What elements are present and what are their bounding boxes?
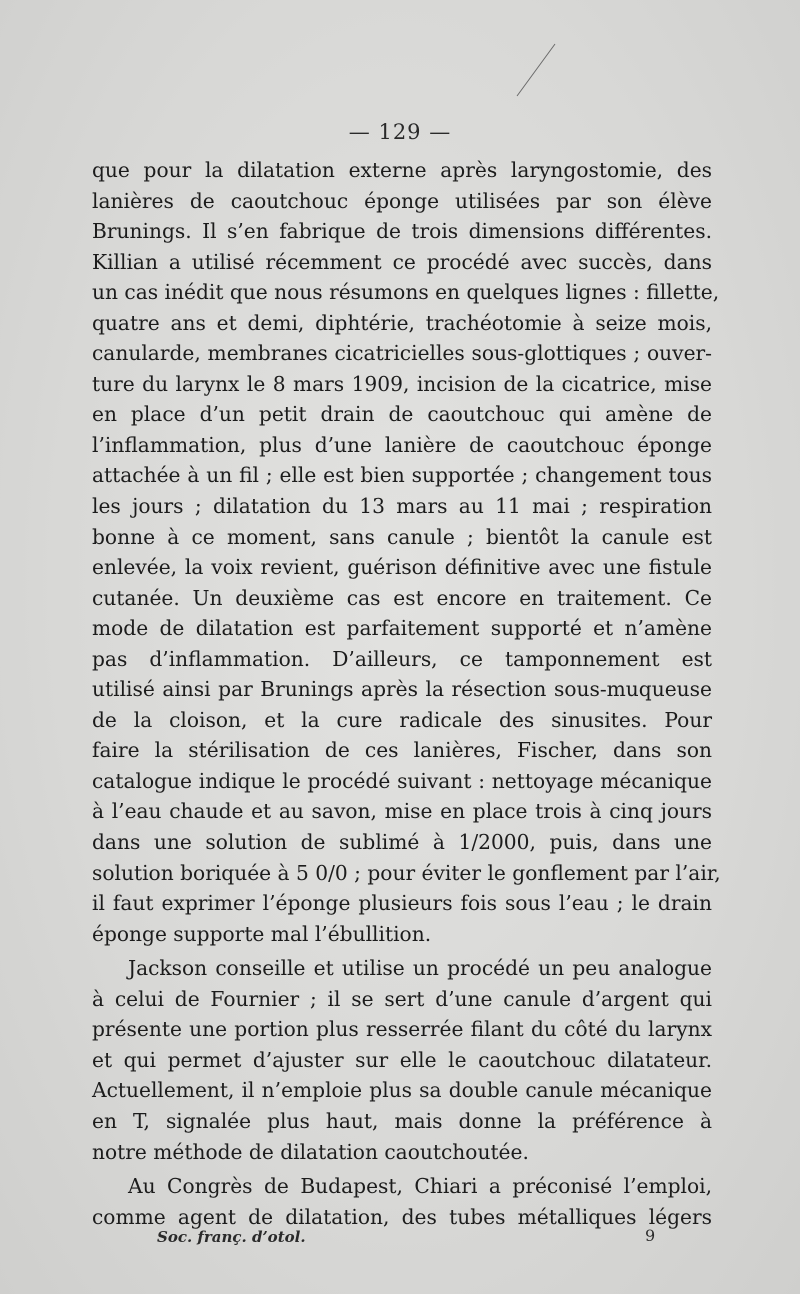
text-line: canularde, membranes cicatricielles sous-glottiques ; ouver- [92,341,712,366]
text-line: et qui permet d’ajuster sur elle le caoutchouc dilatateur. [92,1047,712,1072]
text-line: enlevée, la voix revient, guérison définitive avec une fistule [92,555,712,580]
text-line: à celui de Fournier ; il se sert d’une canule d’argent qui [92,986,712,1011]
text-line: dans une solution de sublimé à 1/2000, puis, dans une [92,830,712,855]
text-line: mode de dilatation est parfaitement supporté et n’amène [92,616,712,641]
text-line: catalogue indique le procédé suivant : nettoyage mécanique [92,768,712,793]
paragraph [92,1171,712,1232]
text-line: faire la stérilisation de ces lanières, Fischer, dans son [92,738,712,763]
text-line: notre méthode de dilatation caoutchoutée. [92,1139,529,1164]
text-line: en T, signalée plus haut, mais donne la préférence à [92,1108,712,1133]
text-line: ture du larynx le 8 mars 1909, incision de la cicatrice, mise [92,371,712,396]
text-line: quatre ans et demi, diphtérie, trachéotomie à seize mois, [92,310,712,335]
text-line: Killian a utilisé récemment ce procédé avec succès, dans [92,249,712,274]
text-line: présente une portion plus resserrée filant du côté du larynx [92,1017,712,1042]
pencil-mark [505,40,565,100]
text-line: éponge supporte mal l’ébullition. [92,921,432,946]
text-line: il faut exprimer l’éponge plusieurs fois sous l’eau ; le drain [92,891,712,916]
text-line: attachée à un fil ; elle est bien supportée ; changement tous [92,463,712,488]
text-line: cutanée. Un deuxième cas est encore en traitement. Ce [92,585,712,610]
paragraph [92,953,712,1171]
text-line: utilisé ainsi par Brunings après la résection sous-muqueuse [92,677,712,702]
text-line: lanières de caoutchouc éponge utilisées par son élève [92,188,712,213]
text-line: Brunings. Il s’en fabrique de trois dimensions différentes. [92,219,712,244]
footer-signature-number: 9 [645,1226,656,1245]
text-line: bonne à ce moment, sans canule ; bientôt la canule est [92,524,712,549]
text-line: pas d’inflammation. D’ailleurs, ce tamponnement est [92,646,712,671]
text-line: l’inflammation, plus d’une lanière de caoutchouc éponge [92,432,712,457]
text-line: que pour la dilatation externe après laryngostomie, des [92,158,712,182]
text-line: à l’eau chaude et au savon, mise en place trois à cinq jours [92,799,712,824]
text-line: un cas inédit que nous résumons en quelques lignes : fillette, [92,280,720,305]
text-line: Jackson conseille et utilise un procédé un peu analogue [128,956,712,981]
body-text [92,155,721,1232]
text-line: Actuellement, il n’emploie plus sa double canule mécanique [92,1078,712,1103]
footer-journal-title: Soc. franç. d’otol. [157,1228,306,1246]
text-line: de la cloison, et la cure radicale des sinusites. Pour [92,707,712,732]
text-line: comme agent de dilatation, des tubes métalliques légers [92,1204,712,1229]
text-line: solution boriquée à 5 0/0 ; pour éviter le gonflement par l’air, [92,860,721,885]
page-number: — 129 — [348,120,452,144]
text-line: en place d’un petit drain de caoutchouc qui amène de [92,402,712,427]
paragraph [92,155,721,953]
text-line: Au Congrès de Budapest, Chiari a préconisé l’emploi, [128,1174,712,1199]
text-line: les jours ; dilatation du 13 mars au 11 mai ; respiration [92,494,712,519]
